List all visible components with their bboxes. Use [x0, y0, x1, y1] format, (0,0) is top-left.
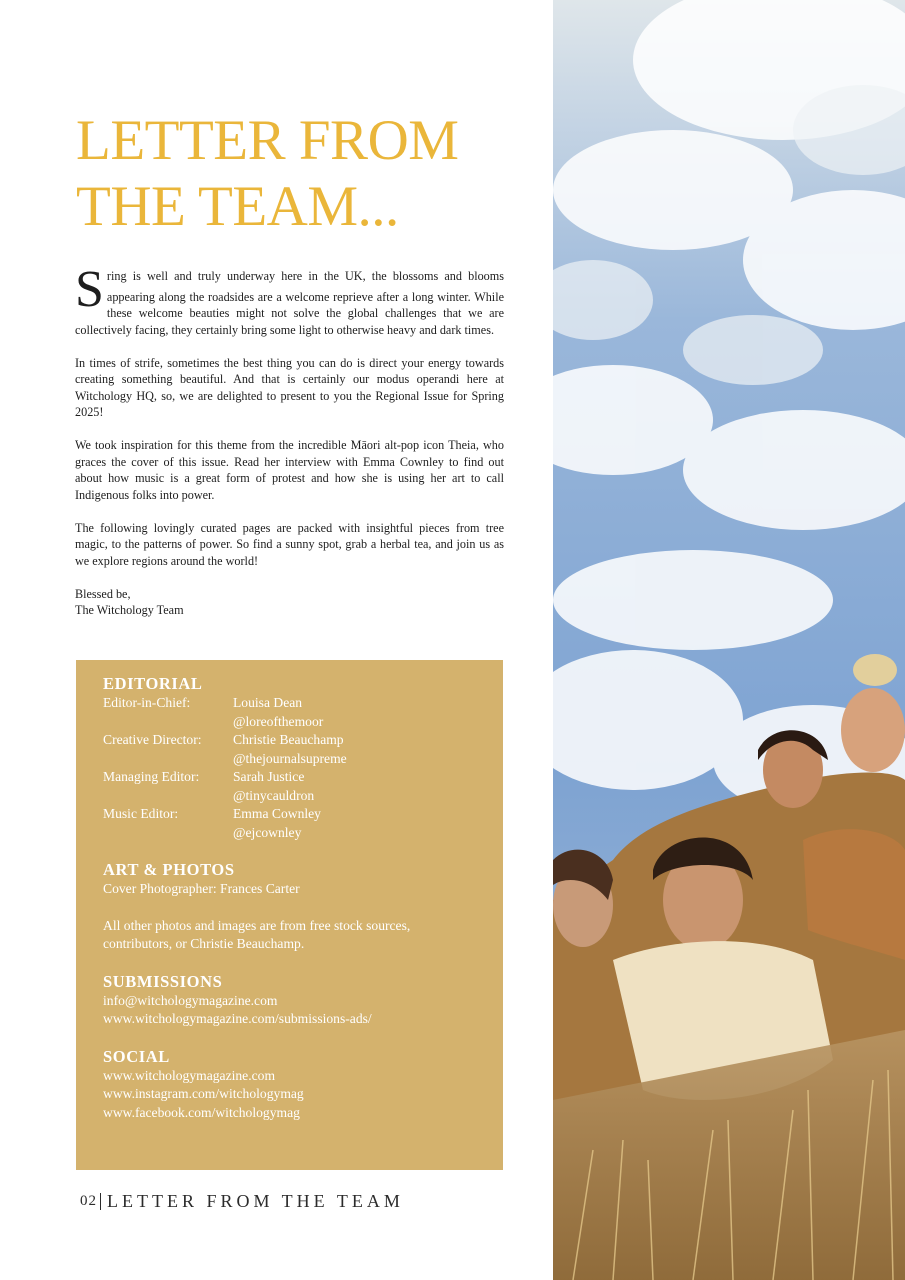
photo-note-line-1: All other photos and images are from free stock sources, — [103, 917, 411, 933]
credits-box — [76, 660, 503, 1170]
letter-paragraph-4: The following lovingly curated pages are packed with insightful pieces from tree magic, to the patterns of power. So find a sunny spot, grab a herbal tea, and join us as we explore regions around the world! — [75, 520, 504, 568]
credit-role: Music Editor: — [103, 806, 179, 821]
credit-handle: @tinycauldron — [233, 787, 315, 803]
editorial-section — [103, 674, 483, 842]
credit-role: Creative Director: — [103, 732, 202, 747]
credit-person: Louisa Dean — [233, 695, 303, 710]
credit-person: Emma Cownley — [233, 806, 321, 821]
website-link[interactable]: www.witchologymagazine.com — [103, 1067, 276, 1083]
cover-photo-image — [553, 0, 905, 1280]
letter-paragraph-3: We took inspiration for this theme from the incredible Māori alt-pop icon Theia, who graces the cover of this issue. Read her interview with Emma Cownley to find out about how music is a great form of protest and how she is using her art to call Indigenous folks into power. — [75, 438, 504, 502]
letter-paragraph-1-text: pring is well and truly underway here in the UK, the blossoms and blooms appearing along the roadsides are a welcome reprieve after a long winter. While these welcome beauties might not solve the global challenges that we are collectively facing, they certainly bring some light to otherwise heavy and dark times. — [75, 269, 504, 337]
signoff-greeting: Blessed be, — [75, 586, 131, 601]
art-heading: ART & PHOTOS — [103, 860, 235, 879]
submissions-link[interactable]: www.witchologymagazine.com/submissions-ads/ — [103, 1011, 372, 1026]
credit-person: Christie Beauchamp — [233, 732, 344, 747]
photo-note-line-2: contributors, or Christie Beauchamp. — [103, 936, 305, 951]
editorial-heading: EDITORIAL — [103, 674, 203, 693]
page-number: 02 — [80, 1192, 97, 1209]
credit-name — [233, 731, 483, 768]
credit-person: Sarah Justice — [233, 769, 305, 784]
cover-photo — [553, 0, 905, 1280]
submissions-section — [103, 972, 483, 1029]
credit-handle: @loreofthemoor — [233, 713, 324, 729]
credit-handle: @ejcownley — [233, 824, 302, 840]
social-section — [103, 1047, 483, 1123]
footer-divider — [100, 1193, 101, 1210]
art-section — [103, 860, 483, 954]
letter-paragraph-1 — [75, 261, 504, 338]
credit-row — [103, 768, 483, 805]
title-line-2: THE TEAM... — [76, 175, 399, 238]
credit-role: Managing Editor: — [103, 769, 200, 784]
instagram-link[interactable]: www.instagram.com/witchologymag — [103, 1086, 304, 1101]
letter-signoff — [75, 586, 504, 619]
credit-row — [103, 694, 483, 731]
credit-name — [233, 805, 483, 842]
submissions-heading: SUBMISSIONS — [103, 971, 223, 991]
section-label: LETTER FROM THE TEAM — [107, 1190, 404, 1211]
credit-role: Editor-in-Chief: — [103, 695, 191, 710]
signoff-team: The Witchology Team — [75, 603, 184, 617]
credit-row — [103, 731, 483, 768]
cover-photographer: Cover Photographer: Frances Carter — [103, 881, 300, 896]
submissions-email[interactable]: info@witchologymagazine.com — [103, 992, 278, 1008]
facebook-link[interactable]: www.facebook.com/witchologymag — [103, 1104, 300, 1120]
page-footer — [80, 1190, 404, 1212]
drop-cap: S — [75, 261, 104, 318]
credit-row — [103, 805, 483, 842]
credit-handle: @thejournalsupreme — [233, 750, 347, 766]
letter-paragraph-2: In times of strife, sometimes the best thing you can do is direct your energy towards creating something beautiful. And that is certainly our modus operandi here at Witchology HQ, so, we are delighted to present to you the Regional Issue for Spring 2025! — [75, 355, 504, 419]
editor-letter — [75, 261, 504, 619]
credit-name — [233, 694, 483, 731]
title-line-1: LETTER FROM — [76, 109, 459, 172]
social-heading: SOCIAL — [103, 1046, 170, 1066]
page-title — [76, 108, 546, 240]
credit-name — [233, 768, 483, 805]
